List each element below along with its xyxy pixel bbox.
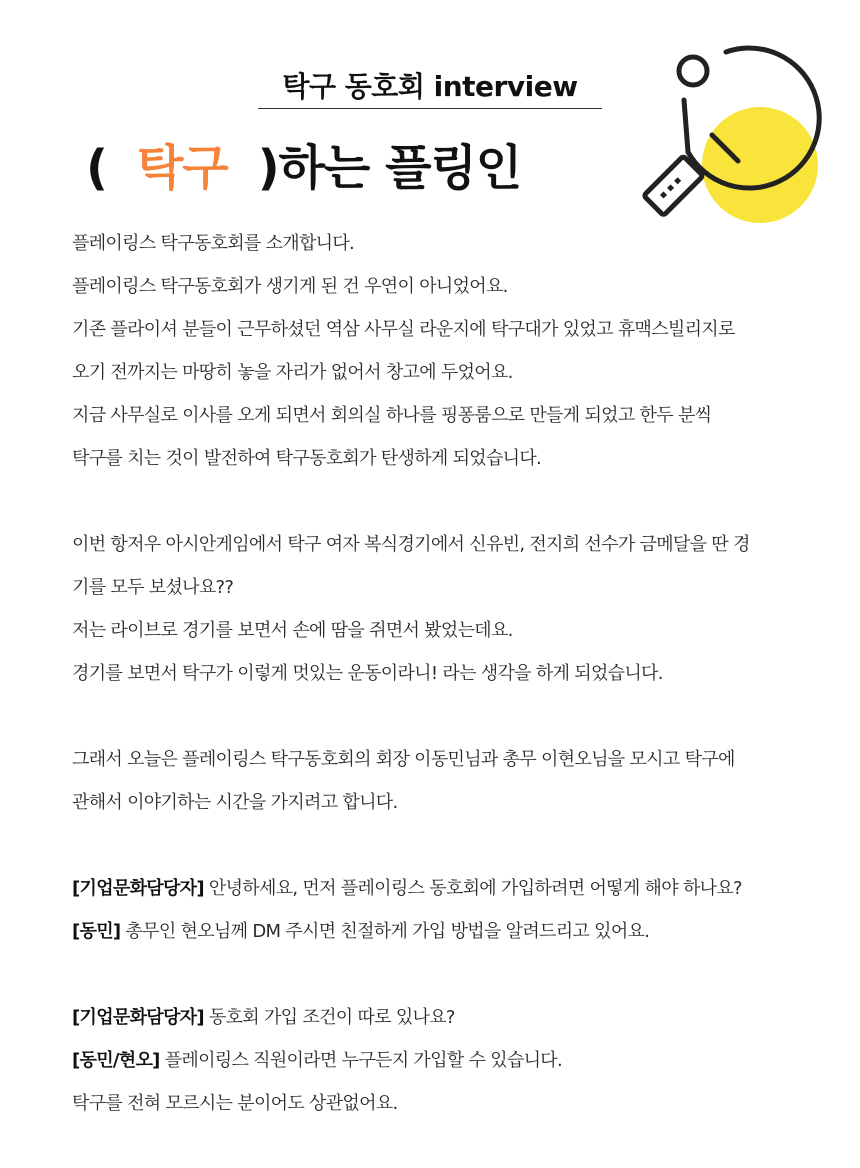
asian-games-paragraph bbox=[72, 523, 832, 695]
text-line: 기를 모두 보셨나요?? bbox=[72, 577, 234, 598]
qa-line bbox=[72, 996, 832, 1039]
article-body bbox=[72, 222, 832, 1168]
today-paragraph bbox=[72, 738, 832, 824]
text-line: 지금 사무실로 이사를 오게 되면서 회의실 하나를 핑퐁룸으로 만들게 되었고 한두 분씩 bbox=[72, 405, 712, 426]
qa-line bbox=[72, 1082, 832, 1125]
speaker-label: [기업문화담당자] bbox=[72, 1007, 204, 1028]
text-line: 플레이링스 탁구동호회를 소개합니다. bbox=[72, 233, 355, 254]
text-line: 이번 항저우 아시안게임에서 탁구 여자 복식경기에서 신유빈, 전지희 선수가 금메달을 딴 경 bbox=[72, 534, 750, 555]
interview-subtitle: 탁구 동호회 interview bbox=[258, 70, 602, 109]
header bbox=[0, 0, 860, 230]
qa-line bbox=[72, 1039, 832, 1082]
headline bbox=[86, 136, 521, 200]
text-line: 오기 전까지는 마땅히 놓을 자리가 없어서 창고에 두었어요. bbox=[72, 362, 513, 383]
text-line: 그래서 오늘은 플레이링스 탁구동호회의 회장 이동민님과 총무 이현오님을 모시고 탁구에 bbox=[72, 749, 735, 770]
qa-block bbox=[72, 867, 832, 953]
text-line: 플레이링스 탁구동호회가 생기게 된 건 우연이 아니었어요. bbox=[72, 276, 508, 297]
intro-paragraph bbox=[72, 222, 832, 480]
ping-pong-ball bbox=[679, 57, 707, 85]
speaker-label: [동민/현오] bbox=[72, 1050, 160, 1071]
text-line: 관해서 이야기하는 시간을 가지려고 합니다. bbox=[72, 792, 398, 813]
qa-line bbox=[72, 910, 832, 953]
text-line: 저는 라이브로 경기를 보면서 손에 땀을 쥐면서 봤었는데요. bbox=[72, 620, 513, 641]
paddle-handle bbox=[644, 156, 703, 215]
headline-open-paren: ( bbox=[86, 140, 107, 196]
paddle-rim bbox=[684, 100, 688, 152]
headline-suffix: )하는 플링인 bbox=[257, 140, 522, 196]
speaker-label: [기업문화담당자] bbox=[72, 878, 204, 899]
qa-text: 탁구를 전혀 모르시는 분이어도 상관없어요. bbox=[72, 1093, 398, 1114]
qa-text: 안녕하세요, 먼저 플레이링스 동호회에 가입하려면 어떻게 해야 하나요? bbox=[203, 878, 742, 899]
headline-keyword: 탁구 bbox=[136, 140, 228, 196]
ping-pong-paddle-icon bbox=[620, 40, 830, 230]
qa-text: 플레이링스 직원이라면 누구든지 가입할 수 있습니다. bbox=[159, 1050, 562, 1071]
text-line: 기존 플라이셔 분들이 근무하셨던 역삼 사무실 라운지에 탁구대가 있었고 휴맥스빌리지로 bbox=[72, 319, 735, 340]
qa-block bbox=[72, 996, 832, 1125]
text-line: 경기를 보면서 탁구가 이렇게 멋있는 운동이라니! 라는 생각을 하게 되었습니다. bbox=[72, 663, 663, 684]
text-line: 탁구를 치는 것이 발전하여 탁구동호회가 탄생하게 되었습니다. bbox=[72, 448, 542, 469]
qa-text: 총무인 현오님께 DM 주시면 친절하게 가입 방법을 알려드리고 있어요. bbox=[120, 921, 650, 942]
qa-text: 동호회 가입 조건이 따로 있나요? bbox=[203, 1007, 455, 1028]
speaker-label: [동민] bbox=[72, 921, 121, 942]
qa-line bbox=[72, 867, 832, 910]
